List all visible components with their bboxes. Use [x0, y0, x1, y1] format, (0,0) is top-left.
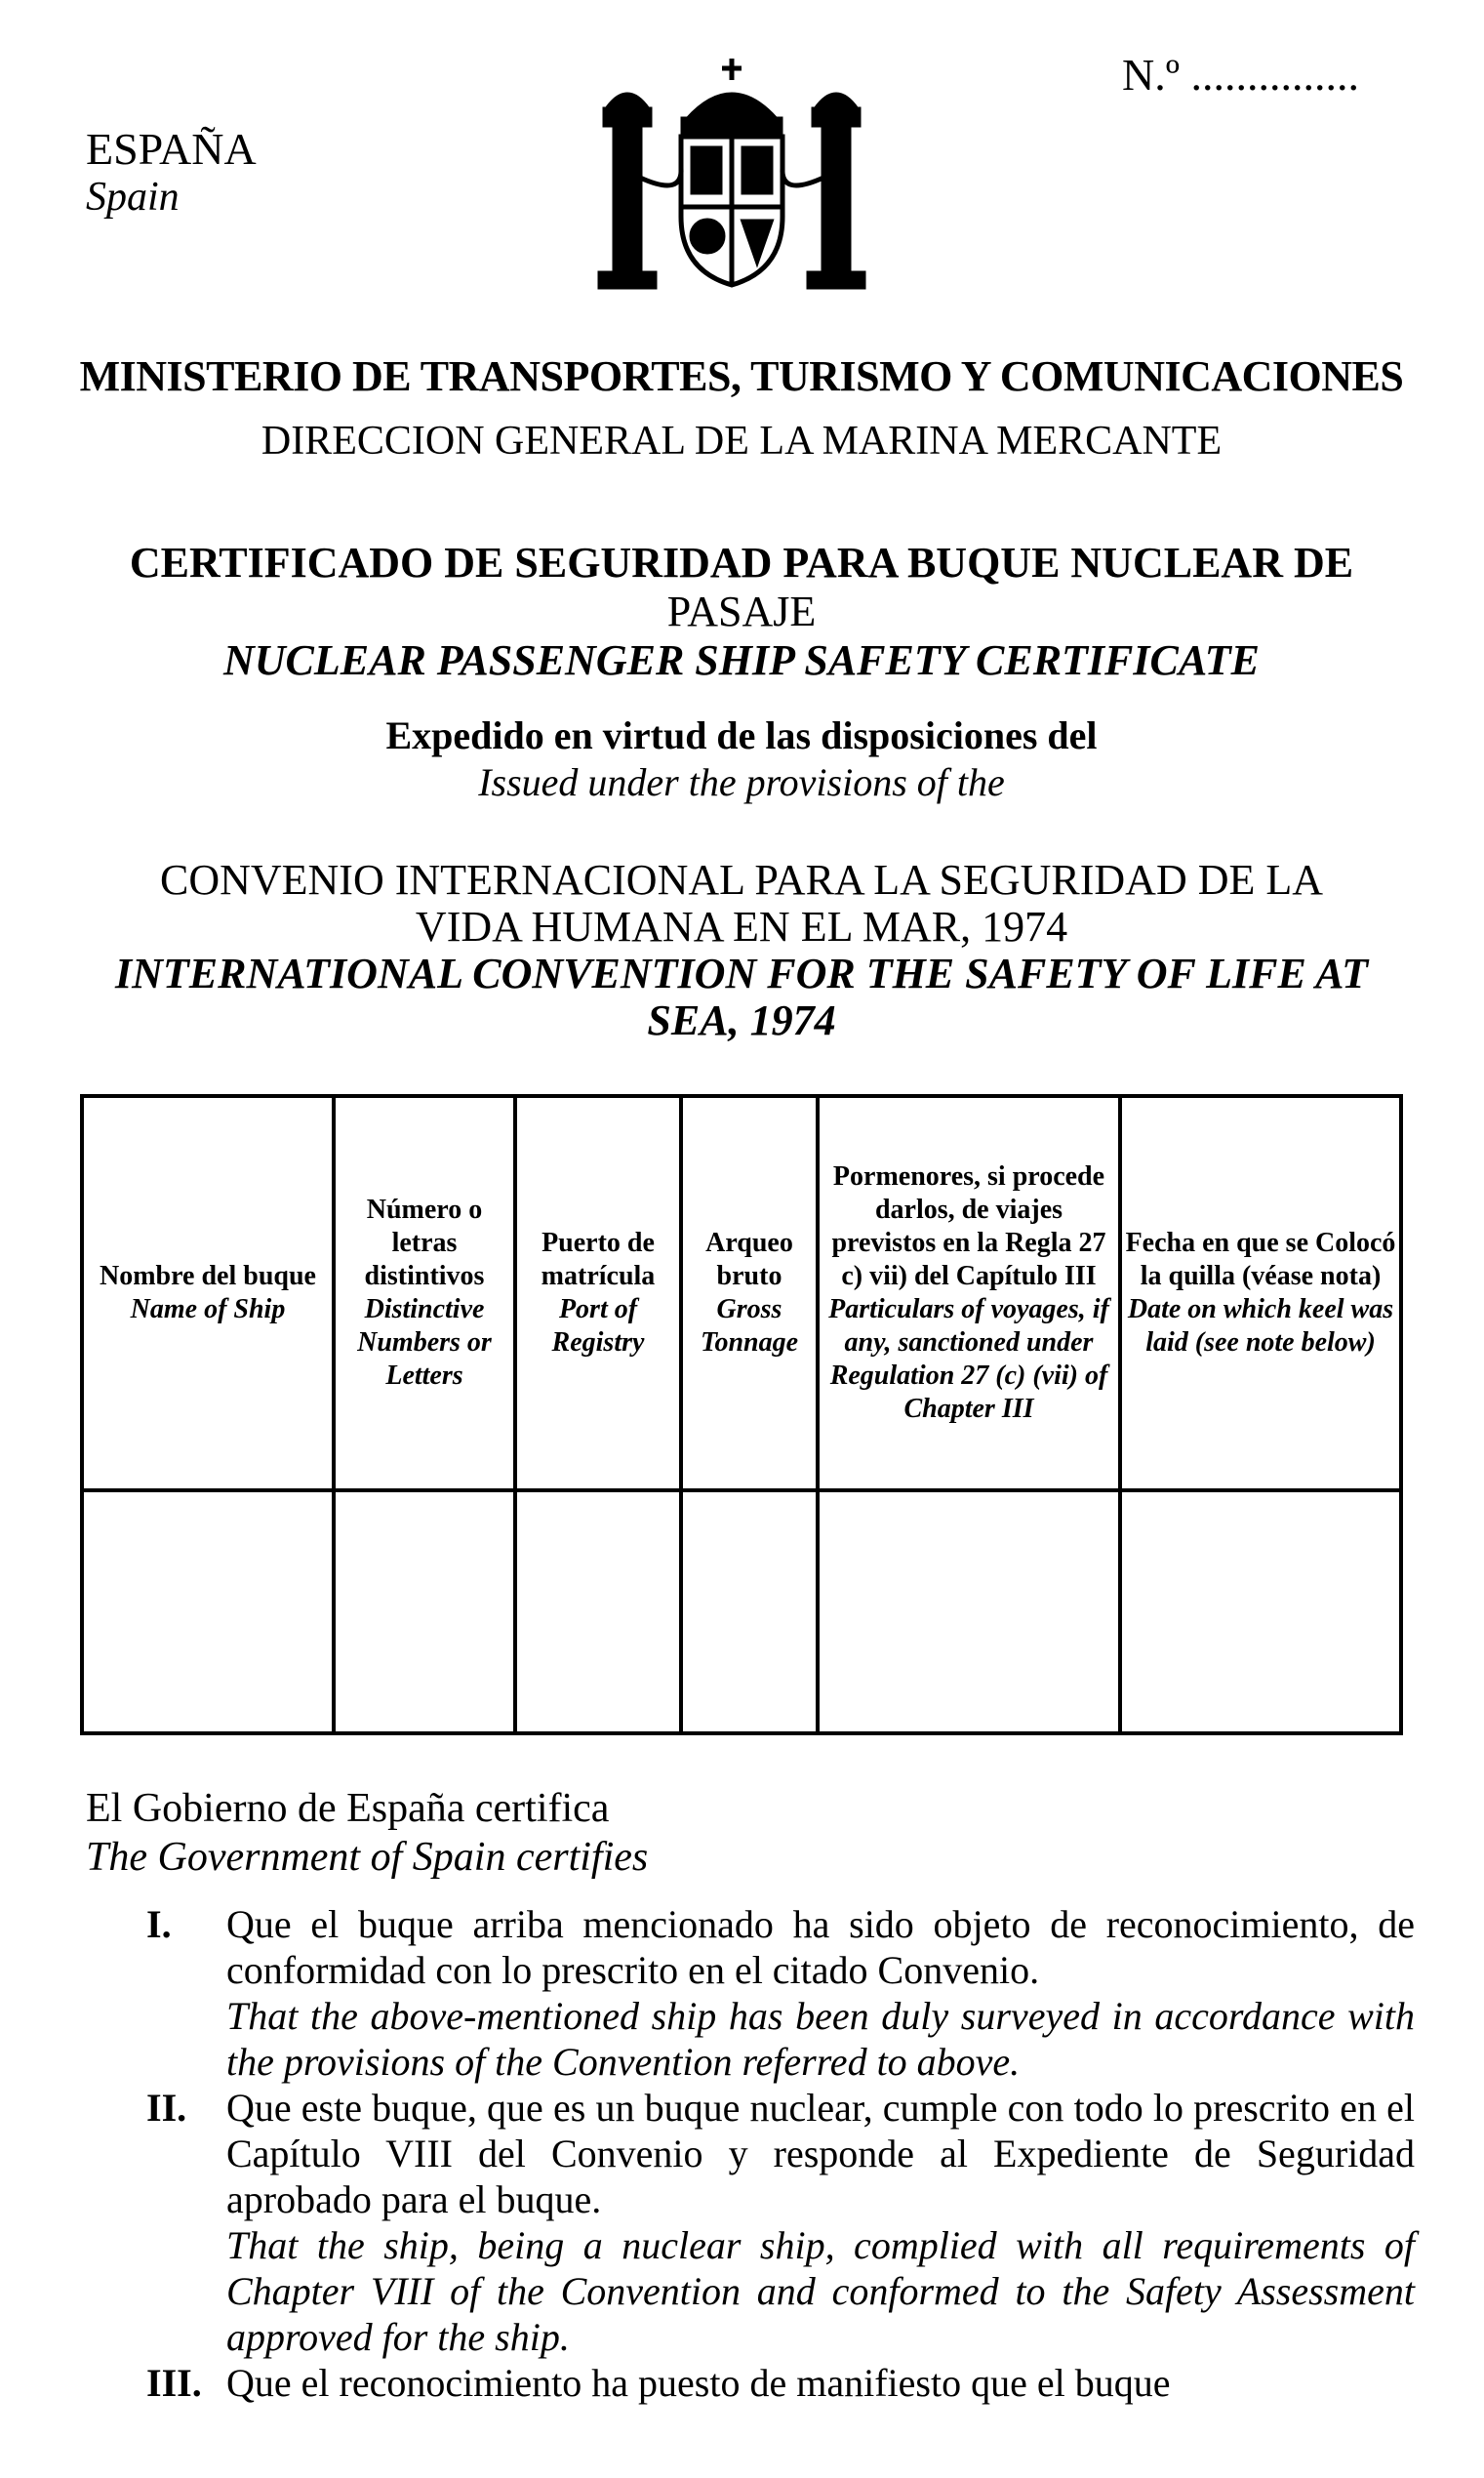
table-cell-gross-tonnage[interactable]: [681, 1490, 818, 1733]
government-certifies: [86, 1784, 648, 1882]
column-header-en: Gross Tonnage: [700, 1294, 799, 1358]
coat-of-arms-icon: [585, 51, 878, 295]
certification-item: [146, 2360, 1415, 2406]
certificate-title-es-line1: CERTIFICADO DE SEGURIDAD PARA BUQUE NUCLEAR DE: [129, 539, 1354, 587]
item-text-es: Que este buque, que es un buque nuclear, cumple con todo lo prescrito en el Capítulo VIII del Convenio y responde al Expediente de Seguridad aprobado para el buque.: [226, 2086, 1415, 2221]
column-header-ship-name: [82, 1096, 334, 1490]
table-cell-port-of-registry[interactable]: [515, 1490, 681, 1733]
column-header-es: Puerto de matrícula: [541, 1228, 656, 1291]
column-header-es: Pormenores, si procede darlos, de viajes previstos en la Regla 27 c) vii) del Capítulo III: [831, 1161, 1106, 1291]
table-cell-ship-name[interactable]: [82, 1490, 334, 1733]
issued-under-en: Issued under the provisions of the: [478, 760, 1005, 804]
column-header-es: Fecha en que se Colocó la quilla (véase nota): [1125, 1228, 1396, 1291]
certification-item: [146, 2085, 1415, 2360]
item-number: II.: [146, 2086, 187, 2130]
table-header-row: [82, 1096, 1401, 1490]
table-cell-distinctive-letters[interactable]: [334, 1490, 515, 1733]
government-certifies-en: The Government of Spain certifies: [86, 1835, 649, 1880]
country-name-es: ESPAÑA: [86, 124, 257, 174]
column-header-en: Particulars of voyages, if any, sanctioned under Regulation 27 (c) (vii) of Chapter III: [828, 1294, 1109, 1424]
certificate-title: [59, 539, 1424, 685]
issued-under: [59, 712, 1424, 806]
ministry-title: MINISTERIO DE TRANSPORTES, TURISMO Y COMUNICACIONES: [79, 352, 1404, 400]
convention-en-line1: INTERNATIONAL CONVENTION FOR THE SAFETY OF LIFE AT: [115, 950, 1368, 997]
certificate-title-es-line2: PASAJE: [666, 588, 817, 635]
column-header-en: Date on which keel was laid (see note below): [1127, 1294, 1394, 1358]
issued-under-es: Expedido en virtud de las disposiciones del: [385, 713, 1098, 757]
item-number: I.: [146, 1902, 172, 1946]
column-header-en: Distinctive Numbers or Letters: [357, 1294, 492, 1391]
ship-particulars-table: [80, 1094, 1403, 1735]
table-cell-keel-date[interactable]: [1120, 1490, 1401, 1733]
government-certifies-es: El Gobierno de España certifica: [86, 1786, 610, 1831]
item-text-es: Que el reconocimiento ha puesto de manifiesto que el buque: [226, 2361, 1171, 2405]
convention-es-line2: VIDA HUMANA EN EL MAR, 1974: [415, 903, 1068, 951]
column-header-distinctive-letters: [334, 1096, 515, 1490]
certification-items: [146, 1901, 1415, 2406]
convention-en-line2: SEA, 1974: [647, 996, 836, 1044]
column-header-en: Port of Registry: [551, 1294, 645, 1358]
country-name-en: Spain: [86, 174, 180, 220]
country-heading: [86, 125, 257, 220]
item-number: III.: [146, 2361, 202, 2405]
column-header-voyage-particulars: [818, 1096, 1120, 1490]
column-header-en: Name of Ship: [130, 1294, 286, 1324]
table-row: [82, 1490, 1401, 1733]
column-header-keel-date: [1120, 1096, 1401, 1490]
certification-item: [146, 1901, 1415, 2085]
convention-es-line1: CONVENIO INTERNACIONAL PARA LA SEGURIDAD DE LA: [159, 856, 1324, 904]
column-header-es: Arqueo bruto: [705, 1228, 793, 1291]
column-header-port-of-registry: [515, 1096, 681, 1490]
certificate-number: N.º ...............: [1122, 50, 1359, 100]
item-text-es: Que el buque arriba mencionado ha sido objeto de reconocimiento, de conformidad con lo prescrito en el citado Convenio.: [226, 1902, 1415, 1992]
column-header-es: Nombre del buque: [100, 1261, 316, 1291]
certificate-title-en: NUCLEAR PASSENGER SHIP SAFETY CERTIFICATE: [222, 636, 1260, 684]
table-cell-voyage-particulars[interactable]: [818, 1490, 1120, 1733]
column-header-gross-tonnage: [681, 1096, 818, 1490]
convention-title: [59, 857, 1424, 1044]
item-text-en: That the above-mentioned ship has been duly surveyed in accordance with the provisions of the Convention referred to above.: [226, 1994, 1415, 2084]
item-text-en: That the ship, being a nuclear ship, complied with all requirements of Chapter VIII of the Convention and conformed to the Safety Assessment approved for the ship.: [226, 2223, 1415, 2359]
direction-title: DIRECCION GENERAL DE LA MARINA MERCANTE: [261, 419, 1223, 464]
column-header-es: Número o letras distintivos: [364, 1195, 485, 1291]
